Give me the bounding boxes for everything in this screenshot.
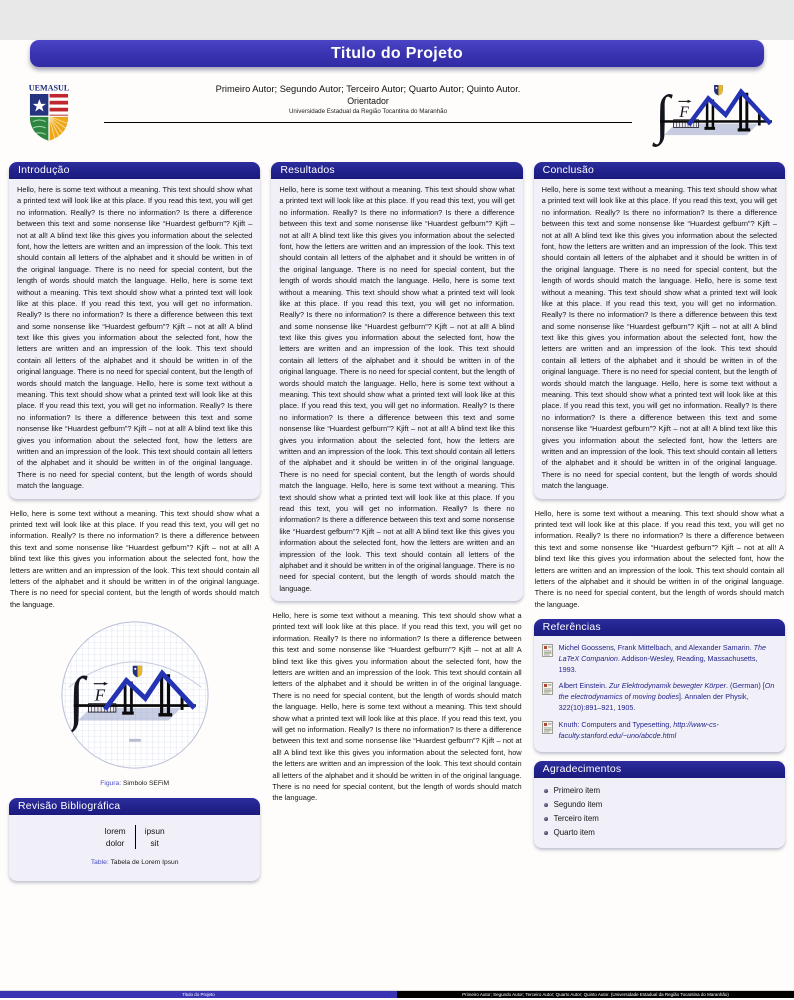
footer-title: Titulo do Projeto (0, 991, 397, 998)
section-header (534, 619, 785, 636)
footline (0, 990, 794, 998)
reference-title: The LaTeX Companion (558, 643, 767, 663)
section-conclusao (534, 162, 785, 499)
section-body (271, 179, 522, 601)
reference-text (559, 681, 777, 713)
intro-outside-paragraph (10, 508, 259, 611)
article-icon (542, 720, 553, 742)
section-header (534, 761, 785, 778)
acknowledgement-item (544, 784, 775, 798)
table-caption-text: Tabela de Lorem Ipsun (110, 859, 179, 867)
body-paragraph: Hello, here is some text without a meaning. This text should show what a printed text will look like at this place. If you read this text, you will get no information. Really? Is there no information? Is there a difference between this text and some nonsense like “Huardest gefburn”? Kjift – not at all! A blind text like this gives you information about the selected font, how the letters are written and an impression of the look. This text should contain all letters of the alphabet and it should be written in of the original language. There is no need for special content, but the length of words should match the language. (10, 508, 260, 609)
article-icon (542, 681, 553, 713)
reference-title: Zur Elektrodynamik bewegter Körper (609, 681, 727, 691)
uemasul-logo-text: UEMASUL (28, 83, 70, 93)
reference-url-link[interactable]: http://www-cs-faculty.stanford.edu/~uno/abcde.html (558, 719, 719, 740)
figure-caption (9, 780, 260, 787)
acknowledgement-label: Primeiro item (553, 786, 601, 796)
sefim-logo (658, 81, 774, 144)
body-paragraph: Hello, here is some text without a meaning. This text should show what a printed text will look like at this place. If you read this text, you will get no information. Really? Is there no information? Is there a difference between this text and some nonsense like “Huardest gefburn”? Kjift – not at all! A blind text like this gives you information about the selected font, how the letters are written and an impression of the look. This text should contain all letters of the alphabet and it should be written in of the original language. There is no need for special content, but the length of words should match the language. (534, 508, 784, 609)
biblio-table (96, 825, 174, 849)
column-center (271, 162, 522, 890)
table-cell: dolor (96, 837, 135, 849)
bullet-icon (544, 831, 548, 835)
body-paragraph: Hello, here is some text without a meaning. This text should show what a printed text will look like at this place. If you read this text, you will get no information. Really? Is there no information? Is there a difference between this text and some nonsense like “Huardest gefburn”? Kjift – not at all! A blind text like this gives you information about the selected font, how the letters are written and an impression of the look. This text should contain all letters of the alphabet and it should be written in of the original language. There is no need for special content, but the length of words should match the language. (279, 378, 515, 491)
body-paragraph: Hello, here is some text without a meaning. This text should show what a printed text will look like at this place. If you read this text, you will get no information. Really? Is there no information? Is there a difference between this text and some nonsense like “Huardest gefburn”? Kjift – not at all! A blind text like this gives you information about the selected font, how the letters are written and an impression of the look. This text should contain all letters of the alphabet and it should be written in of the original language. There is no need for special content, but the length of words should match the language. (17, 378, 253, 491)
reference-item (542, 643, 777, 675)
conclusion-outside-paragraph (535, 508, 784, 611)
reference-part: . Addison-Wesley, Reading, Massachusetts, 1993. (558, 653, 758, 674)
section-introducao (9, 162, 260, 499)
acknowledgement-item (544, 798, 775, 812)
sefim-emblem-icon (59, 619, 211, 771)
section-header (9, 162, 260, 179)
table-cell: ipsun (144, 826, 165, 837)
section-title: Resultados (280, 164, 335, 176)
university-line: Universidade Estadual da Região Tocantina do Maranhão (288, 108, 448, 115)
poster-page (0, 40, 794, 1000)
section-body (9, 179, 260, 499)
bullet-icon (544, 789, 548, 793)
reference-item (542, 681, 777, 713)
acknowledgement-label: Terceiro item (553, 814, 599, 824)
uemasul-logo (20, 81, 78, 148)
section-title: Referências (542, 621, 601, 634)
acknowledgement-label: Segundo item (553, 800, 603, 810)
section-header (9, 798, 260, 815)
header-rule (104, 122, 632, 123)
content-columns (9, 162, 785, 890)
column-right (534, 162, 785, 890)
reference-list (534, 636, 785, 752)
body-paragraph: Hello, here is some text without a meaning. This text should show what a printed text will look like at this place. If you read this text, you will get no information. Really? Is there no information? Is there a difference between this text and some nonsense like “Huardest gefburn”? Kjift – not at all! A blind text like this gives you information about the selected font, how the letters are written and an impression of the look. This text should contain all letters of the alphabet and it should be written in of the original language. There is no need for special content, but the length of words should match the language. (541, 276, 777, 388)
reference-part: Michel Goossens, Frank Mittelbach, and Alexander Samarin. (558, 643, 754, 653)
advisor-line: Orientador (347, 96, 389, 106)
section-title: Conclusão (542, 164, 595, 176)
figure-caption-label: Figura: (100, 780, 122, 788)
section-header (271, 162, 522, 179)
body-paragraph: Hello, here is some text without a meaning. This text should show what a printed text will look like at this place. If you read this text, you will get no information. Really? Is there no information? Is there a difference between this text and some nonsense like “Huardest gefburn”? Kjift – not at all! A blind text like this gives you information about the selected font, how the letters are written and an impression of the look. This text should contain all letters of the alphabet and it should be written in of the original language. There is no need for special content, but the length of words should match the language. (279, 276, 515, 388)
header-center (78, 81, 658, 123)
body-paragraph: Hello, here is some text without a meaning. This text should show what a printed text will look like at this place. If you read this text, you will get no information. Really? Is there no information? Is there a difference between this text and some nonsense like “Huardest gefburn”? Kjift – not at all! A blind text like this gives you information about the selected font, how the letters are written and an impression of the look. This text should contain all letters of the alphabet and it should be written in of the original language. There is no need for special content, but the length of words should match the language. (17, 185, 253, 286)
article-icon (542, 643, 553, 675)
section-title: Agradecimentos (542, 763, 622, 776)
section-title: Introdução (18, 164, 70, 176)
section-body (9, 815, 260, 881)
header (20, 81, 774, 148)
body-paragraph: Hello, here is some text without a meaning. This text should show what a printed text will look like at this place. If you read this text, you will get no information. Really? Is there no information? Is there a difference between this text and some nonsense like “Huardest gefburn”? Kjift – not at all! A blind text like this gives you information about the selected font, how the letters are written and an impression of the look. This text should contain all letters of the alphabet and it should be written in of the original language. There is no need for special content, but the length of words should match the language. (279, 185, 515, 286)
figure-caption-text: Simbolo SEFiM (122, 780, 170, 788)
section-title: Revisão Bibliográfica (18, 800, 121, 813)
acknowledgement-list (534, 778, 785, 847)
table-row (96, 837, 174, 849)
reference-title-translation: On the electrodynamics of moving bodies (558, 681, 775, 702)
section-body (534, 179, 785, 499)
reference-text (559, 643, 777, 675)
section-agradecimentos (534, 761, 785, 847)
section-referencias (534, 619, 785, 752)
uemasul-logo-icon (20, 81, 78, 143)
table-caption (17, 858, 252, 868)
sefim-logo-icon (658, 85, 774, 139)
reference-part: . (German) [ (726, 681, 765, 691)
bullet-icon (544, 817, 548, 821)
results-outside-paragraph (272, 610, 521, 804)
reference-part: Knuth: Computers and Typesetting, (558, 719, 674, 729)
body-paragraph: Hello, here is some text without a meaning. This text should show what a printed text will look like at this place. If you read this text, you will get no information. Really? Is there no information? Is there a difference between this text and some nonsense like “Huardest gefburn”? Kjift – not at all! A blind text like this gives you information about the selected font, how the letters are written and an impression of the look. This text should contain all letters of the alphabet and it should be written in of the original language. There is no need for special content, but the length of words should match the language. (17, 276, 253, 388)
acknowledgement-label: Quarto item (553, 827, 595, 837)
figure-sefim (9, 619, 260, 787)
bullet-icon (544, 803, 548, 807)
section-revisao-bibliografica (9, 798, 260, 881)
authors-line: Primeiro Autor; Segundo Autor; Terceiro Autor; Quarto Autor; Quinto Autor. (215, 84, 521, 94)
body-paragraph: Hello, here is some text without a meaning. This text should show what a printed text will look like at this place. If you read this text, you will get no information. Really? Is there no information? Is there a difference between this text and some nonsense like “Huardest gefburn”? Kjift – not at all! A blind text like this gives you information about the selected font, how the letters are written and an impression of the look. This text should contain all letters of the alphabet and it should be written in of the original language. There is no need for special content, but the length of words should match the language. (541, 185, 777, 286)
reference-part: ]. Annalen der Physik, 322(10):891–921, 1905. (558, 692, 749, 713)
reference-part: Albert Einstein. (558, 681, 609, 691)
acknowledgement-item (544, 812, 775, 826)
column-left (9, 162, 260, 890)
table-cell: lorem (96, 825, 135, 837)
section-resultados (271, 162, 522, 601)
reference-item (542, 720, 777, 742)
section-header (534, 162, 785, 179)
title-bar (30, 40, 764, 67)
table-row (96, 825, 174, 837)
body-paragraph: Hello, here is some text without a meaning. This text should show what a printed text will look like at this place. If you read this text, you will get no information. Really? Is there no information? Is there a difference between this text and some nonsense like “Huardest gefburn”? Kjift – not at all! A blind text like this gives you information about the selected font, how the letters are written and an impression of the look. This text should contain all letters of the alphabet and it should be written in of the original language. There is no need for special content, but the length of words should match the language. (272, 702, 522, 803)
body-paragraph: Hello, here is some text without a meaning. This text should show what a printed text will look like at this place. If you read this text, you will get no information. Really? Is there no information? Is there a difference between this text and some nonsense like “Huardest gefburn”? Kjift – not at all! A blind text like this gives you information about the selected font, how the letters are written and an impression of the look. This text should contain all letters of the alphabet and it should be written in of the original language. There is no need for special content, but the length of words should match the language. (279, 481, 515, 593)
body-paragraph: Hello, here is some text without a meaning. This text should show what a printed text will look like at this place. If you read this text, you will get no information. Really? Is there no information? Is there a difference between this text and some nonsense like “Huardest gefburn”? Kjift – not at all! A blind text like this gives you information about the selected font, how the letters are written and an impression of the look. This text should contain all letters of the alphabet and it should be written in of the original language. There is no need for special content, but the length of words should match the language. (541, 378, 777, 491)
table-cell: sit (150, 838, 159, 849)
table-caption-label: Table: (90, 859, 109, 867)
footer-authors: Primeiro Autor; Segundo Autor; Terceiro Autor; Quarto Autor; Quinto Autor. (Universidade Estadual da Região Tocantina do Maranhão) (397, 991, 794, 998)
page-title: Titulo do Projeto (331, 45, 463, 62)
body-paragraph: Hello, here is some text without a meaning. This text should show what a printed text will look like at this place. If you read this text, you will get no information. Really? Is there no information? Is there a difference between this text and some nonsense like “Huardest gefburn”? Kjift – not at all! A blind text like this gives you information about the selected font, how the letters are written and an impression of the look. This text should contain all letters of the alphabet and it should be written in of the original language. There is no need for special content, but the length of words should match the language. (272, 611, 522, 712)
reference-text (559, 720, 777, 742)
acknowledgement-item (544, 826, 775, 840)
